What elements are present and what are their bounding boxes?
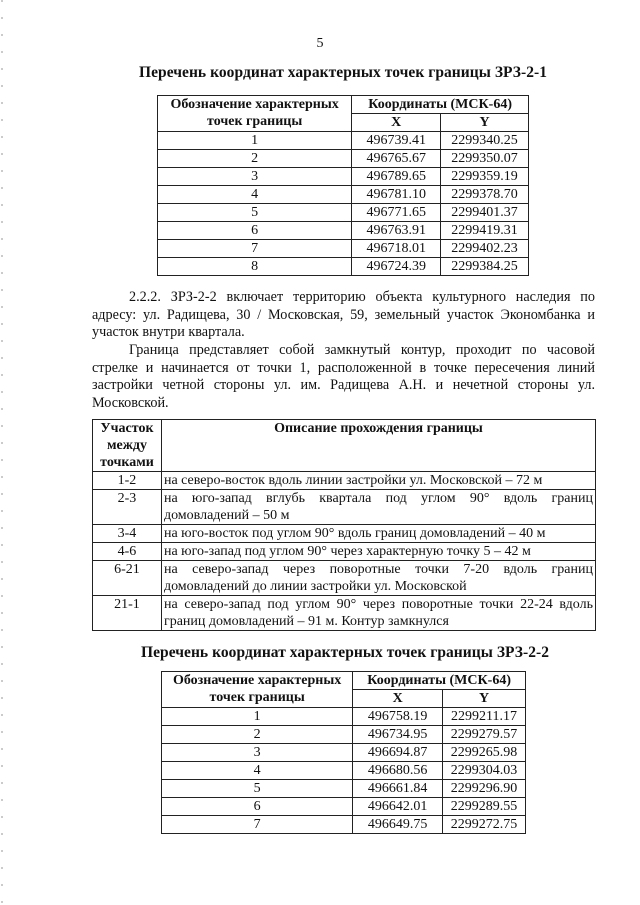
header-point-name: Обозначение характерных точек границы: [162, 672, 353, 708]
header-point-name: Обозначение характерных точек границы: [158, 96, 352, 132]
table-row: 3-4 на юго-восток под углом 90° вдоль границ домовладений – 40 м: [93, 525, 596, 543]
header-coords: Координаты (МСК-64): [352, 96, 529, 114]
header-segment: Участок между точками: [93, 420, 162, 472]
header-x: X: [353, 690, 443, 708]
table2-title: Перечень координат характерных точек границы ЗРЗ-2-2: [140, 644, 550, 661]
table-row: 3 496694.87 2299265.98: [162, 744, 526, 762]
table-row: 7 496649.75 2299272.75: [162, 816, 526, 834]
header-x: X: [352, 114, 441, 132]
header-coords: Координаты (МСК-64): [353, 672, 526, 690]
table1-title: Перечень координат характерных точек границы ЗРЗ-2-1: [138, 64, 548, 81]
table-row: 3 496789.65 2299359.19: [158, 168, 529, 186]
paragraph-zrz-2-2-intro: 2.2.2. ЗРЗ-2-2 включает территорию объекта культурного наследия по адресу: ул. Радищева, 30 / Московская, 59, земельный участок Экономбанка и участок внутри квартала.: [92, 289, 595, 341]
table-row: 21-1 на северо-запад под углом 90° через поворотные точки 22-24 вдоль границ домовладений – 91 м. Контур замкнулся: [93, 596, 596, 631]
table-row: 4 496781.10 2299378.70: [158, 186, 529, 204]
table-row: 7 496718.01 2299402.23: [158, 240, 529, 258]
table-row: 6 496763.91 2299419.31: [158, 222, 529, 240]
table-row: 6 496642.01 2299289.55: [162, 798, 526, 816]
table-row: 2 496765.67 2299350.07: [158, 150, 529, 168]
table-row: 4-6 на юго-запад под углом 90° через характерную точку 5 – 42 м: [93, 543, 596, 561]
paragraph-boundary-description: Граница представляет собой замкнутый контур, проходит по часовой стрелке и начинается от точки 1, расположенной в точке пересечения линий застройки четной стороны ул. им. Радищева А.Н. и нечетной стороны ул. Московской.: [92, 342, 595, 411]
scan-edge-artifact: [1, 0, 3, 905]
header-y: Y: [443, 690, 526, 708]
table-row: 1 496739.41 2299340.25: [158, 132, 529, 150]
table-row: 5 496661.84 2299296.90: [162, 780, 526, 798]
table-row: 8 496724.39 2299384.25: [158, 258, 529, 276]
boundary-description-table: [92, 419, 596, 631]
header-description: Описание прохождения границы: [161, 420, 595, 472]
table-row: 2 496734.95 2299279.57: [162, 726, 526, 744]
page-number: 5: [316, 36, 324, 51]
table-row: 6-21 на северо-запад через поворотные точки 7-20 вдоль границ домовладений до линии застройки ул. Московской: [93, 561, 596, 596]
table-row: 5 496771.65 2299401.37: [158, 204, 529, 222]
table-row: 2-3 на юго-запад вглубь квартала под углом 90° вдоль границ домовладений – 50 м: [93, 490, 596, 525]
table-row: 1 496758.19 2299211.17: [162, 708, 526, 726]
coords-table-zrz-2-1: [157, 95, 529, 276]
header-y: Y: [441, 114, 529, 132]
table-row: 1-2 на северо-восток вдоль линии застройки ул. Московской – 72 м: [93, 472, 596, 490]
table-row: 4 496680.56 2299304.03: [162, 762, 526, 780]
coords-table-zrz-2-2: [161, 671, 526, 834]
